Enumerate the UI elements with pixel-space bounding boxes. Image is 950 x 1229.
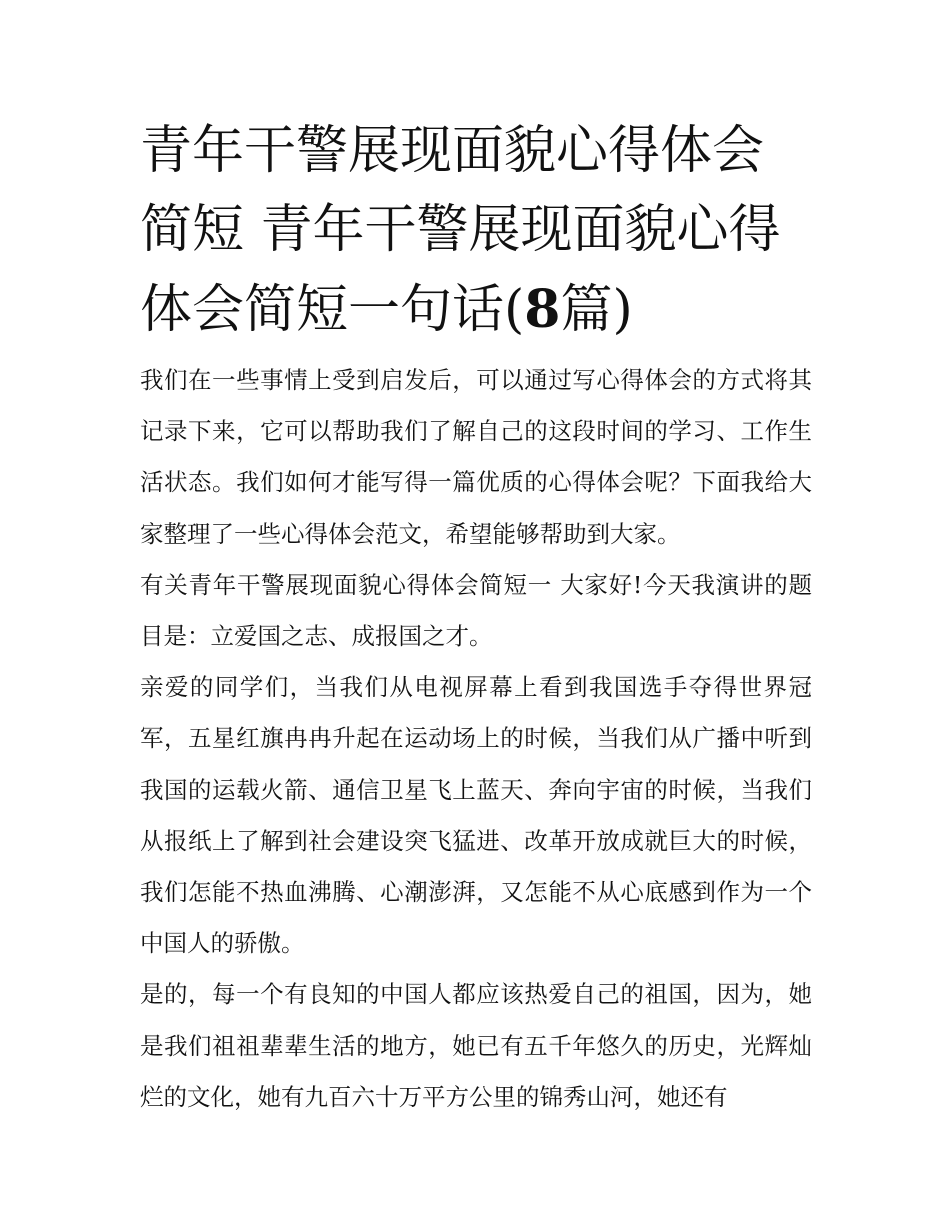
document-title [140,112,812,350]
title-suffix: 篇) [560,280,633,340]
document-page [140,112,812,1123]
title-count: 8 [524,279,561,340]
paragraph-students: 亲爱的同学们，当我们从电视屏幕上看到我国选手夺得世界冠军，五星红旗冉冉升起在运动场上的时候，当我们从广播中听到我国的运载火箭、通信卫星飞上蓝天、奔向宇宙的时候，当我们从报纸上了解到社会建设突飞猛进、改革开放成就巨大的时候，我们怎能不热血沸腾、心潮澎湃，又怎能不从心底感到作为一个中国人的骄傲。 [140,673,812,958]
paragraph-speech-opening: 有关青年干警展现面貌心得体会简短一 大家好!今天我演讲的题目是：立爱国之志、成报国之才。 [140,570,812,651]
paragraph-intro: 我们在一些事情上受到启发后，可以通过写心得体会的方式将其记录下来，它可以帮助我们了解自己的这段时间的学习、工作生活状态。我们如何才能写得一篇优质的心得体会呢？下面我给大家整理了一些心得体会范文，希望能够帮助到大家。 [140,366,812,548]
document-body [140,355,812,1123]
paragraph-motherland: 是的，每一个有良知的中国人都应该热爱自己的祖国，因为，她是我们祖祖辈辈生活的地方，她已有五千年悠久的历史，光辉灿烂的文化，她有九百六十万平方公里的锦秀山河，她还有 [140,980,812,1111]
title-text: 青年干警展现面貌心得体会简短 青年干警展现面貌心得体会简短一句话( [140,121,781,340]
